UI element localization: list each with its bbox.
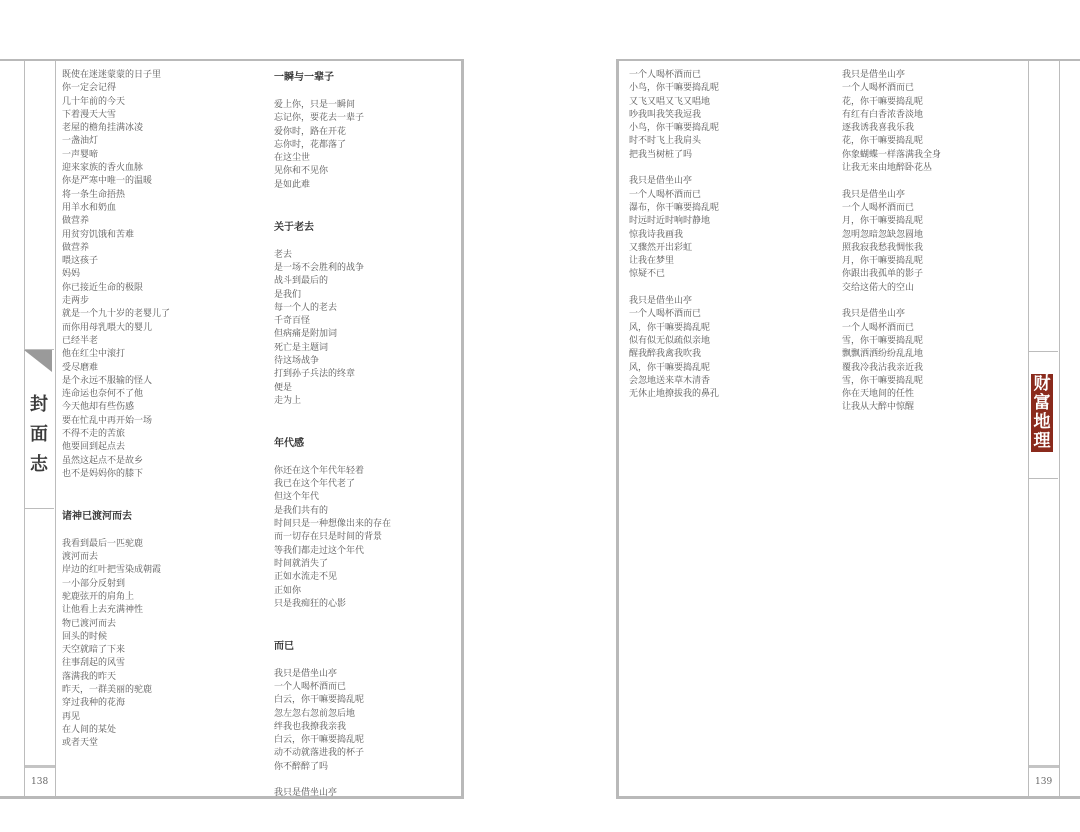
section-tab: [24, 349, 54, 509]
poem-line: 是我们共有的: [274, 505, 329, 516]
poem-line: 也不是妈妈你的膝下: [62, 468, 144, 479]
poem-title: 一瞬与一辈子: [274, 72, 334, 83]
poem-line: 你不醉醉了吗: [274, 761, 329, 772]
poem-line: 一小部分反射到: [62, 578, 126, 589]
poem-line: 用羊水和奶血: [62, 202, 117, 213]
poem-line: 一个人喝杯酒而已: [274, 681, 347, 692]
poem-line: 我看到最后一匹驼鹿: [62, 538, 144, 549]
poem-line: 昨天，一群美丽的驼鹿: [62, 685, 153, 696]
poem-line: 连命运也奈何不了他: [62, 389, 144, 400]
poem-line: 绊我也我撩我亲我: [274, 721, 347, 732]
poem-line: 已经半老: [62, 335, 99, 346]
poem-column-1: [62, 69, 170, 751]
poem-line: 迎来家族的香火血脉: [62, 163, 144, 174]
poem-line: 回头的时候: [62, 631, 108, 642]
poem-line: 老去: [274, 249, 293, 260]
poem-line: 雪，你干嘛要捣乱呢: [842, 375, 924, 386]
poem-line: 让我从大醉中惊醒: [842, 402, 915, 413]
poem-line: 每一个人的老去: [274, 302, 338, 313]
poem-line: 花，你干嘛要捣乱呢: [842, 136, 924, 147]
poem-line: 白云，你干嘛要捣乱呢: [274, 735, 365, 746]
poem-line: 就是一个九十岁的老婴儿了: [62, 309, 171, 320]
stanza-gap: [274, 422, 391, 435]
poem-line: 你一定会记得: [62, 83, 117, 94]
poem-line: 飘飘洒洒纷纷乱乱地: [842, 349, 924, 360]
poem-line: 逐我诱我喜我乐我: [842, 123, 915, 134]
right-page: [616, 59, 1080, 799]
poem-line: 下着漫天大雪: [62, 109, 117, 120]
poem-line: 月，你干嘛要捣乱呢: [842, 256, 924, 267]
poem-line: 打到孙子兵法的终章: [274, 369, 356, 380]
poem-line: 把我当树桩了吗: [629, 149, 693, 160]
poem-line: 做营养: [62, 216, 90, 227]
poem-line: 或者天堂: [62, 738, 99, 749]
corner-triangle: [24, 350, 52, 372]
stanza-gap: [842, 175, 941, 188]
poem-line: 又飞又唱又飞又唱地: [629, 96, 711, 107]
stanza-gap: [62, 495, 170, 508]
stanza-gap: [842, 295, 941, 308]
poem-line: 受尽磨难: [62, 362, 99, 373]
poem-line: 我只是借坐山亭: [842, 189, 906, 200]
poem-line: 是如此难: [274, 179, 311, 190]
poem-line: 天空就暗了下来: [62, 645, 126, 656]
stanza-gap: [274, 611, 391, 624]
poem-line: 既使在迷迷蒙蒙的日子里: [62, 70, 162, 80]
poem-line: 做营养: [62, 242, 90, 253]
poem-line: 在人间的某处: [62, 724, 117, 735]
poem-line: 爱上你，只是一瞬间: [274, 100, 356, 110]
poem-line: 风，你干嘛要捣乱呢: [629, 362, 711, 373]
page-number: 138: [31, 777, 49, 787]
poem-line: 有红有白香浓香淡地: [842, 109, 924, 120]
poem-line: 只是我痴狂的心影: [274, 598, 347, 609]
stanza-gap: [274, 192, 391, 205]
poem-column-1: [629, 69, 719, 401]
poem-line: 你跟出我孤单的影子: [842, 269, 924, 280]
poem-line: 老屋的檐角挂满冰凌: [62, 123, 144, 134]
poem-line: 惊我诗我画我: [629, 229, 684, 240]
poem-line: 爱你时，路在开花: [274, 126, 347, 137]
poem-line: 又骤然开出彩虹: [629, 242, 693, 253]
poem-line: 无休止地撩拔我的鼻孔: [629, 389, 720, 400]
poem-line: 时间就消失了: [274, 558, 329, 569]
poem-line: 几十年前的今天: [62, 96, 126, 107]
poem-line: 我只是借坐山亭: [842, 70, 906, 80]
poem-line: 再见: [62, 711, 81, 722]
poem-line: 交给这偌大的空山: [842, 282, 915, 293]
poem-title: 关于老去: [274, 221, 314, 233]
poem-line: 岸边的红叶把雪染成朝霞: [62, 565, 162, 576]
poem-line: 我只是借坐山亭: [629, 296, 693, 307]
poem-line: 见你和不见你: [274, 166, 329, 177]
poem-line: 我只是借坐山亭: [274, 788, 338, 799]
poem-line: 但病痛是附加词: [274, 329, 338, 340]
poem-line: 你还在这个年代年轻着: [274, 465, 365, 476]
poem-line: 你是严寒中唯一的温暖: [62, 176, 153, 187]
poem-line: 动不动就落进我的杯子: [274, 748, 365, 759]
poem-line: 一个人喝杯酒而已: [629, 309, 702, 320]
poem-line: 白云，你干嘛要捣乱呢: [274, 695, 365, 706]
footer-bar: [1029, 765, 1059, 768]
poem-line: 在这尘世: [274, 153, 311, 164]
poem-line: 不得不走的苦旅: [62, 429, 126, 440]
poem-line: 吵我叫我笑我逗我: [629, 109, 702, 120]
stanza-gap: [274, 205, 391, 218]
stanza-gap: [274, 624, 391, 637]
poem-line: 忽明忽暗忽缺忽圆地: [842, 229, 924, 240]
stanza-gap: [274, 408, 391, 421]
poem-line: 喂这孩子: [62, 256, 99, 267]
poem-line: 一个人喝杯酒而已: [842, 83, 915, 94]
poem-line: 我只是借坐山亭: [842, 309, 906, 320]
poem-line: 落满我的昨天: [62, 671, 117, 682]
poem-line: 会忽地送来草木清香: [629, 375, 711, 386]
poem-line: 让我在梦里: [629, 256, 675, 267]
poem-line: 他要回到起点去: [62, 442, 126, 453]
poem-title: 诸神已渡河而去: [62, 510, 132, 522]
poem-line: 便是: [274, 382, 293, 393]
poem-line: 惊疑不已: [629, 269, 666, 280]
poem-line: 走为上: [274, 395, 302, 406]
poem-line: 一个人喝杯酒而已: [842, 202, 915, 213]
poem-line: 一盏油灯: [62, 136, 99, 147]
poem-line: 是我们: [274, 289, 302, 300]
poem-line: 走两步: [62, 296, 90, 307]
poem-line: 一声婴啼: [62, 149, 99, 160]
poem-line: 时间只是一种想像出来的存在: [274, 519, 392, 530]
poem-line: 花，你干嘛要捣乱呢: [842, 96, 924, 107]
poem-line: 死亡是主题词: [274, 342, 329, 353]
poem-line: 正如水流走不见: [274, 572, 338, 583]
poem-line: 往事刮起的风雪: [62, 658, 126, 669]
poem-line: 让他看上去充满神性: [62, 605, 144, 616]
poem-line: 忽左忽右忽前忽后地: [274, 708, 356, 719]
poem-line: 瀑布，你干嘛要捣乱呢: [629, 202, 720, 213]
poem-line: 似有似无似疏似亲地: [629, 335, 711, 346]
poem-line: 用贫穷饥饿和苦难: [62, 229, 135, 240]
poem-line: 一个人喝杯酒而已: [842, 322, 915, 333]
stanza-gap: [629, 162, 719, 175]
poem-line: 小鸟，你干嘛要捣乱呢: [629, 123, 720, 134]
poem-line: 驼鹿弦开的肩角上: [62, 591, 135, 602]
left-page: [0, 59, 464, 799]
poem-line: 物已渡河而去: [62, 618, 117, 629]
poem-line: 但这个年代: [274, 492, 320, 503]
poem-line: 照我寂我愁我惆怅我: [842, 242, 924, 253]
stanza-gap: [629, 282, 719, 295]
poem-line: 是一场不会胜利的战争: [274, 262, 365, 273]
poem-line: 月，你干嘛要捣乱呢: [842, 216, 924, 227]
poem-line: 一个人喝杯酒而已: [629, 189, 702, 200]
poem-line: 穿过我种的花海: [62, 698, 126, 709]
poem-title: 年代感: [274, 437, 304, 449]
poem-line: 忘你时，花都落了: [274, 139, 347, 150]
poem-column-2: [274, 69, 391, 801]
poem-line: 雪，你干嘛要捣乱呢: [842, 335, 924, 346]
poem-line: 小鸟，你干嘛要捣乱呢: [629, 83, 720, 94]
poem-line: 时远时近时响时静地: [629, 216, 711, 227]
section-tab: [1028, 351, 1058, 479]
poem-line: 待这场战争: [274, 356, 320, 367]
left-sidebar: [24, 61, 56, 796]
poem-line: 你已接近生命的极限: [62, 282, 144, 293]
footer-bar: [25, 765, 55, 768]
poem-line: 我已在这个年代老了: [274, 479, 356, 490]
poem-line: 而你用母乳喂大的婴儿: [62, 322, 153, 333]
poem-line: 是个永远不服输的怪人: [62, 375, 153, 386]
poem-line: 忘记你，要花去一辈子: [274, 113, 365, 124]
poem-line: 战斗到最后的: [274, 276, 329, 287]
poem-line: 妈妈: [62, 269, 81, 280]
poem-line: 他在红尘中滚打: [62, 349, 126, 360]
poem-line: 今天他却有些伤感: [62, 402, 135, 413]
page-number: 139: [1035, 777, 1053, 787]
poem-line: 将一条生命捂热: [62, 189, 126, 200]
poem-line: 醒我醉我禽我吹我: [629, 349, 702, 360]
poem-line: 让我无来由地醉卧花丛: [842, 163, 933, 174]
poem-line: 正如你: [274, 585, 302, 596]
right-sidebar: [1028, 61, 1060, 796]
poem-column-2: [842, 69, 941, 415]
poem-line: 你在天地间的任性: [842, 389, 915, 400]
section-title: 封 面 志: [30, 394, 48, 475]
poem-line: 我只是借坐山亭: [629, 176, 693, 187]
poem-line: 时不时飞上我肩头: [629, 136, 702, 147]
poem-line: 覆我冷我沾我亲近我: [842, 362, 924, 373]
stanza-gap: [62, 481, 170, 494]
poem-line: 要在忙乱中再开始一场: [62, 415, 153, 426]
poem-line: 虽然这起点不是故乡: [62, 455, 144, 466]
poem-title: 而已: [274, 640, 294, 652]
poem-line: 一个人喝杯酒而已: [629, 70, 702, 80]
section-title: 财 富 地 理: [1031, 374, 1053, 452]
poem-line: 我只是借坐山亭: [274, 668, 338, 679]
poem-line: 风，你干嘛要捣乱呢: [629, 322, 711, 333]
poem-line: 等我们都走过这个年代: [274, 545, 365, 556]
stanza-gap: [274, 774, 391, 787]
poem-line: 渡河而去: [62, 552, 99, 563]
poem-line: 而一切存在只是时间的背景: [274, 532, 383, 543]
poem-line: 千奇百怪: [274, 316, 311, 327]
poem-line: 你象蝴蝶一样落满我全身: [842, 149, 942, 160]
